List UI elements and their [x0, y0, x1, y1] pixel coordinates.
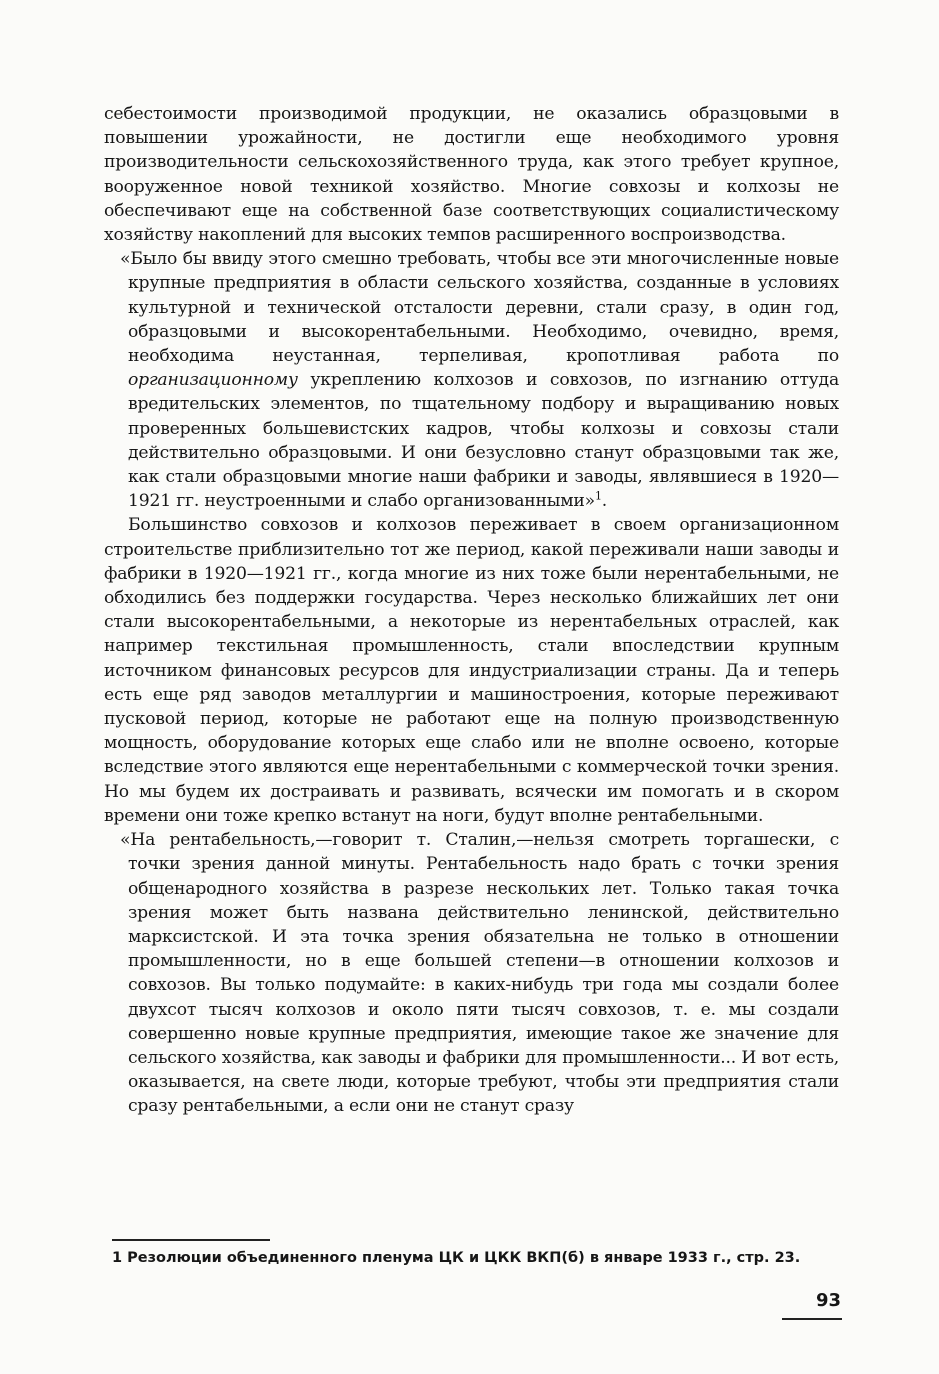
footnote-divider — [112, 1239, 270, 1241]
paragraph: Большинство совхозов и колхозов переживает в своем организационном строительстве приблизительно тот же период, какой переживали наши заводы и фабрики в 1920—1921 гг., когда многие из них тоже были нерентабельными, не обходились без поддержки государства. Через несколько ближайших лет они стали высокорентабельными, а некоторые из нерентабельных отраслей, как например текстильная промышленность, стали впоследствии крупным источником финансовых ресурсов для индустриализации страны. Да и теперь есть еще ряд заводов металлургии и машиностроения, которые переживают пусковой период, которые не работают еще на полную производственную мощность, оборудование которых еще слабо или не вполне освоено, которые вследствие этого являются еще нерентабельными с коммерческой точки зрения. Но мы будем их достраивать и развивать, всячески им помогать и в скором времени они тоже крепко встанут на ноги, будут вполне рентабельными. — [104, 515, 839, 826]
page-number: 93 — [816, 1290, 842, 1311]
footnote-mark: 1 — [112, 1250, 123, 1266]
footnote — [112, 1247, 847, 1269]
quote-paragraph: «На рентабельность,—говорит т. Сталин,—нельзя смотреть торгашески, с точки зрения данной минуты. Рентабельность надо брать с точки зрения общенародного хозяйства в разрезе нескольких лет. Только такая точка зрения может быть названа действительно ленинской, действительно марксистской. И эта точка зрения обязательна не только в отношении промышленности, но в еще большей степени—в отношении колхозов и совхозов. Вы только подумайте: в каких-нибудь три года мы создали более двухсот тысяч колхозов и около пяти тысяч совхозов, т. е. мы создали совершенно новые крупные предприятия, имеющие такое же значение для сельского хозяйства, как заводы и фабрики для промышленности... И вот есть, оказывается, на свете люди, которые требуют, чтобы эти предприятия стали сразу рентабельными, а если они не станут сразу — [120, 830, 839, 1117]
quote-paragraph — [104, 247, 839, 513]
page-number-underline — [782, 1318, 842, 1320]
italic-emphasis: организационному — [128, 370, 298, 391]
footnote-reference[interactable]: 1 — [594, 489, 602, 503]
footnote-text: Резолюции объединенного пленума ЦК и ЦКК ВКП(б) в январе 1933 г., стр. 23. — [127, 1250, 801, 1266]
main-text — [104, 102, 839, 1119]
quote-period: . — [601, 491, 608, 512]
quote-text-start: «Было бы ввиду этого смешно требовать, чтобы все эти многочисленные новые крупные предприятия в области сельского хозяйства, созданные в условиях культурной и технической отсталости деревни, стали сразу, в один год, образцовыми и высокорентабельными. Необходимо, очевидно, время, необходима неустанная, терпеливая, кропотливая работа по — [120, 249, 839, 367]
paragraph: себестоимости производимой продукции, не оказались образцовыми в повышении урожайности, не достигли еще необходимого уровня производительности сельскохозяйственного труда, как этого требует крупное, вооруженное новой техникой хозяйство. Многие совхозы и колхозы не обеспечивают еще на собственной базе соответствующих социалистическому хозяйству накоплений для высоких темпов расширенного воспроизводства. — [104, 104, 839, 246]
quote-text-end: укреплению колхозов и совхозов, по изгнанию оттуда вредительских элементов, по тщательному подбору и выращиванию новых проверенных большевистских кадров, чтобы колхозы и совхозы стали действительно образцовыми. И они безусловно станут образцовыми так же, как стали образцовыми многие наши фабрики и заводы, являвшиеся в 1920—1921 гг. неустроенными и слабо организованными» — [128, 370, 839, 512]
